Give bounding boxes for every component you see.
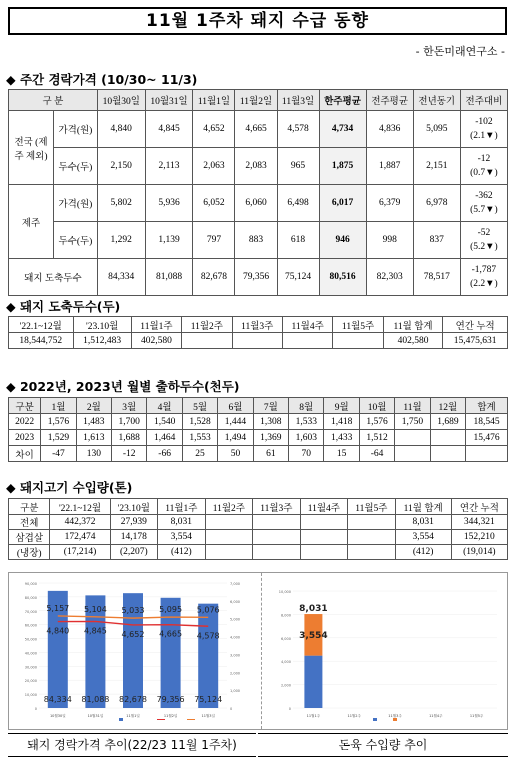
bar-total-label: 8,031 [299,604,328,615]
y-tick-label: 2,000 [280,683,291,688]
y-tick-label: 30,000 [24,665,37,670]
bar-data-label: 84,334 [43,695,72,704]
diff-cell [460,111,507,148]
table-header: 11월4주 [282,317,332,333]
y-tick-label: 60,000 [24,623,37,628]
table-cell: 1,494 [218,430,253,446]
table-cell: 883 [235,222,277,259]
table-cell: 1,464 [147,430,182,446]
table-cell: 전체 [9,515,50,530]
table-cell: 130 [76,446,111,462]
table-cell: 2,083 [235,148,277,185]
y-tick-label: 90,000 [24,582,37,586]
table-cell: 82,303 [366,259,413,296]
monthly-table [8,397,508,462]
import-trend-chart [263,573,507,729]
bar [161,598,181,708]
line-data-label: 4,840 [46,626,70,636]
y2-tick-label: 3,000 [230,653,241,658]
table-cell: 2,151 [413,148,460,185]
table-header: '23.10월 [73,317,131,333]
row-sub-label: 가격(원) [54,111,98,148]
table-header: 11월5주 [333,317,383,333]
table-cell: 152,210 [451,530,507,545]
table-cell: (19,014) [451,545,507,560]
table-header: 전년동기 [413,90,460,111]
table-cell: 2,150 [97,148,145,185]
charts-area [8,572,508,730]
y2-tick-label: 6,000 [230,599,241,604]
y-tick-label: 8,000 [280,613,291,618]
table-cell: 1,603 [289,430,324,446]
x-tick-label: 11월3일 [201,714,215,718]
table-cell: 1,688 [112,430,147,446]
table-cell: 1,528 [182,414,217,430]
table-cell: 79,356 [235,259,277,296]
table-cell: 1,444 [218,414,253,430]
table-cell: 4,836 [366,111,413,148]
table-cell [182,333,232,349]
table-cell: 5,802 [97,185,145,222]
table-header: 7월 [253,398,288,414]
table-cell [466,446,508,462]
table-cell: 6,379 [366,185,413,222]
table-cell [232,333,282,349]
table-cell: 172,474 [50,530,110,545]
table-cell: 1,875 [319,148,366,185]
table-cell: 50 [218,446,253,462]
y-tick-label: 50,000 [24,637,37,642]
table-cell: 15 [324,446,359,462]
y-tick-label: 0 [34,707,37,711]
table-cell: -47 [41,446,76,462]
slaughter-table [8,316,508,349]
line-data-label: 5,157 [46,603,70,613]
bar-data-label: 82,678 [119,695,147,704]
table-cell: 6,052 [193,185,235,222]
table-header: 8월 [289,398,324,414]
table-cell: 442,372 [50,515,110,530]
diff-cell [460,222,507,259]
table-cell: 1,553 [182,430,217,446]
line-data-label: 5,076 [196,605,220,615]
table-cell [300,515,348,530]
row-group-label: 제주 [9,185,54,259]
table-cell: 4,840 [97,111,145,148]
table-header: 11월5주 [348,499,396,515]
table-cell: 1,540 [147,414,182,430]
table-cell: 15,476 [466,430,508,446]
table-cell: 946 [319,222,366,259]
table-cell: 1,533 [289,414,324,430]
table-cell: 6,498 [277,185,319,222]
table-cell: 2022 [9,414,41,430]
x-tick-label: 11월4주 [429,714,443,718]
section-title-slaughter: ◆ 돼지 도축두수(두) [6,299,121,314]
table-cell [395,446,430,462]
y-tick-label: 40,000 [24,651,37,656]
y-tick-label: 10,000 [278,590,291,594]
table-cell: 1,750 [395,414,430,430]
table-cell [253,515,301,530]
bar-segment [304,656,322,708]
table-cell: 75,124 [277,259,319,296]
table-cell: 402,580 [383,333,443,349]
table-cell: 14,178 [110,530,158,545]
table-header: 11월3주 [253,499,301,515]
table-cell [348,530,396,545]
line-data-label: 4,652 [121,629,145,639]
table-cell: 1,433 [324,430,359,446]
table-header: 구 분 [9,90,98,111]
table-cell [205,530,253,545]
table-cell: 80,516 [319,259,366,296]
row-sub-label: 두수(두) [54,148,98,185]
table-header: 11월2주 [182,317,232,333]
table-cell: 5,095 [413,111,460,148]
diff-percent: (0.7▼) [470,168,498,178]
table-cell: 1,689 [430,414,465,430]
table-cell: 1,700 [112,414,147,430]
table-cell: 15,475,631 [443,333,508,349]
y2-tick-label: 0 [230,707,233,711]
page-title: 11월 1주차 돼지 수급 동향 [8,7,507,35]
table-cell [205,545,253,560]
x-tick-label: 11월1주 [306,714,321,718]
table-cell: 차이 [9,446,41,462]
diff-percent: (2.2▼) [470,279,498,289]
table-header: '22.1~12월 [50,499,110,515]
table-cell: 2,113 [145,148,193,185]
table-header: 10월31일 [145,90,193,111]
table-cell [395,430,430,446]
table-cell: 1,576 [359,414,394,430]
y-tick-label: 6,000 [280,636,291,641]
bar-data-label: 79,356 [156,695,185,704]
diff-percent: (2.1▼) [470,131,498,141]
table-cell: 4,845 [145,111,193,148]
row-group-label: 전국 (제주 제외) [9,111,54,185]
table-header: 10월30일 [97,90,145,111]
y-tick-label: 4,000 [280,660,291,665]
diff-value: -362 [475,191,493,201]
table-cell [282,333,332,349]
diff-value: -52 [477,228,491,238]
diff-cell [460,148,507,185]
section-title-monthly: ◆ 2022년, 2023년 월별 출하두수(천두) [6,379,240,394]
table-cell: 1,483 [76,414,111,430]
table-header: '23.10월 [110,499,158,515]
line-data-label: 4,578 [196,631,220,641]
y2-tick-label: 2,000 [230,671,241,676]
diff-value: -1,787 [471,265,497,275]
row-sub-label: 가격(원) [54,185,98,222]
table-cell: 1,887 [366,148,413,185]
table-header: 구분 [9,499,50,515]
table-header: 한주평균 [319,90,366,111]
table-cell: 삼겹살 [9,530,50,545]
table-header: 11월3일 [277,90,319,111]
table-cell: 81,088 [145,259,193,296]
y-tick-label: 70,000 [24,609,37,614]
caption-price-chart: 돼지 경락가격 추이(22/23 11월 1주차) [8,733,256,757]
table-cell: 18,545 [466,414,508,430]
price-table [8,89,508,296]
table-cell [205,515,253,530]
table-header: 3월 [112,398,147,414]
table-header: 11월1주 [131,317,181,333]
table-header: 11월1주 [158,499,206,515]
price-trend-chart [9,573,257,729]
table-cell: 998 [366,222,413,259]
table-header: 11월3주 [232,317,282,333]
table-cell: 3,554 [158,530,206,545]
line-data-label: 5,095 [159,605,183,615]
table-cell: 70 [289,446,324,462]
table-cell: 344,321 [451,515,507,530]
table-cell [430,430,465,446]
table-cell: 1,576 [41,414,76,430]
table-cell: (2,207) [110,545,158,560]
legend-swatch [373,718,377,721]
table-cell: 8,031 [395,515,451,530]
bar-data-label: 81,088 [81,695,110,704]
table-header: 9월 [324,398,359,414]
legend-swatch [119,718,123,721]
y2-tick-label: 7,000 [230,582,241,586]
table-cell: (17,214) [50,545,110,560]
table-cell: 82,678 [193,259,235,296]
y-tick-label: 0 [288,707,291,711]
x-tick-label: 11월3주 [388,714,402,718]
bar-data-label: 3,554 [299,630,328,641]
table-header: 합계 [466,398,508,414]
table-header: 11월 합계 [383,317,443,333]
table-header: 11월 합계 [395,499,451,515]
table-header: '22.1~12월 [9,317,74,333]
bar [198,604,218,708]
table-header: 연간 누적 [443,317,508,333]
section-title-import: ◆ 돼지고기 수입량(톤) [6,480,133,495]
table-header: 11월2일 [235,90,277,111]
table-cell: (412) [158,545,206,560]
table-cell [253,530,301,545]
table-cell: 4,734 [319,111,366,148]
table-cell: 1,308 [253,414,288,430]
table-cell: 78,517 [413,259,460,296]
table-cell: 18,544,752 [9,333,74,349]
table-cell [300,530,348,545]
y-tick-label: 10,000 [24,693,37,698]
x-tick-label: 10월31일 [87,714,104,718]
table-cell: 1,529 [41,430,76,446]
table-cell: 1,418 [324,414,359,430]
table-cell: (412) [395,545,451,560]
table-header: 전주대비 [460,90,507,111]
table-header: 전주평균 [366,90,413,111]
table-cell [348,515,396,530]
table-cell: 4,665 [235,111,277,148]
y-tick-label: 20,000 [24,679,37,684]
table-header: 11월 [395,398,430,414]
y2-tick-label: 5,000 [230,617,241,622]
table-cell: 8,031 [158,515,206,530]
y-tick-label: 80,000 [24,595,37,600]
diff-value: -102 [475,117,493,127]
table-header: 1월 [41,398,76,414]
line-data-label: 5,104 [83,604,107,614]
caption-import-chart: 돈육 수입량 추이 [258,733,508,757]
table-cell: 27,939 [110,515,158,530]
table-cell: 84,334 [97,259,145,296]
table-cell: 618 [277,222,319,259]
table-cell: 965 [277,148,319,185]
table-cell: 3,554 [395,530,451,545]
table-cell: 1,512,483 [73,333,131,349]
x-tick-label: 11월2주 [347,714,361,718]
table-cell [253,545,301,560]
table-cell [300,545,348,560]
line-data-label: 4,845 [83,626,107,636]
line-data-label: 4,665 [159,629,183,639]
section-title-price: ◆ 주간 경락가격 (10/30~ 11/3) [6,72,198,87]
table-header: 5월 [182,398,217,414]
x-tick-label: 11월5주 [469,714,484,718]
table-header: 4월 [147,398,182,414]
y2-tick-label: 1,000 [230,689,241,694]
table-cell: 4,652 [193,111,235,148]
table-cell [430,446,465,462]
table-cell: 2023 [9,430,41,446]
table-header: 10월 [359,398,394,414]
table-cell: 1,512 [359,430,394,446]
x-tick-label: 11월1일 [126,714,140,718]
legend-swatch [393,718,397,721]
table-header: 11월4주 [300,499,348,515]
table-cell: 402,580 [131,333,181,349]
bar-data-label: 75,124 [194,695,223,704]
import-table [8,498,508,560]
table-cell: 837 [413,222,460,259]
source-label: - 한돈미래연구소 - [415,45,505,58]
table-cell: 4,578 [277,111,319,148]
table-cell: 2,063 [193,148,235,185]
table-cell: (냉장) [9,545,50,560]
table-header: 2월 [76,398,111,414]
table-cell: 6,060 [235,185,277,222]
table-header: 6월 [218,398,253,414]
diff-percent: (5.7▼) [470,205,498,215]
table-header: 11월2주 [205,499,253,515]
diff-value: -12 [477,154,491,164]
table-cell [333,333,383,349]
diff-cell [460,259,507,296]
line-data-label: 5,033 [121,606,145,616]
diff-percent: (5.2▼) [470,242,498,252]
table-header: 12월 [430,398,465,414]
table-cell: 797 [193,222,235,259]
table-cell: 1,369 [253,430,288,446]
table-header: 구분 [9,398,41,414]
table-cell: -66 [147,446,182,462]
table-cell [348,545,396,560]
x-tick-label: 11월2일 [163,714,178,718]
table-cell: 1,613 [76,430,111,446]
y2-tick-label: 4,000 [230,635,241,640]
x-tick-label: 10월30일 [49,714,66,718]
table-cell: 25 [182,446,217,462]
table-header: 11월1일 [193,90,235,111]
table-cell: 61 [253,446,288,462]
table-cell: 6,978 [413,185,460,222]
table-cell: 5,936 [145,185,193,222]
table-cell: 1,139 [145,222,193,259]
table-cell: 6,017 [319,185,366,222]
table-header: 연간 누적 [451,499,507,515]
table-cell: -12 [112,446,147,462]
table-cell: -64 [359,446,394,462]
diff-cell [460,185,507,222]
row-sub-label: 두수(두) [54,222,98,259]
table-cell: 1,292 [97,222,145,259]
row-group-label: 돼지 도축두수 [9,259,98,296]
